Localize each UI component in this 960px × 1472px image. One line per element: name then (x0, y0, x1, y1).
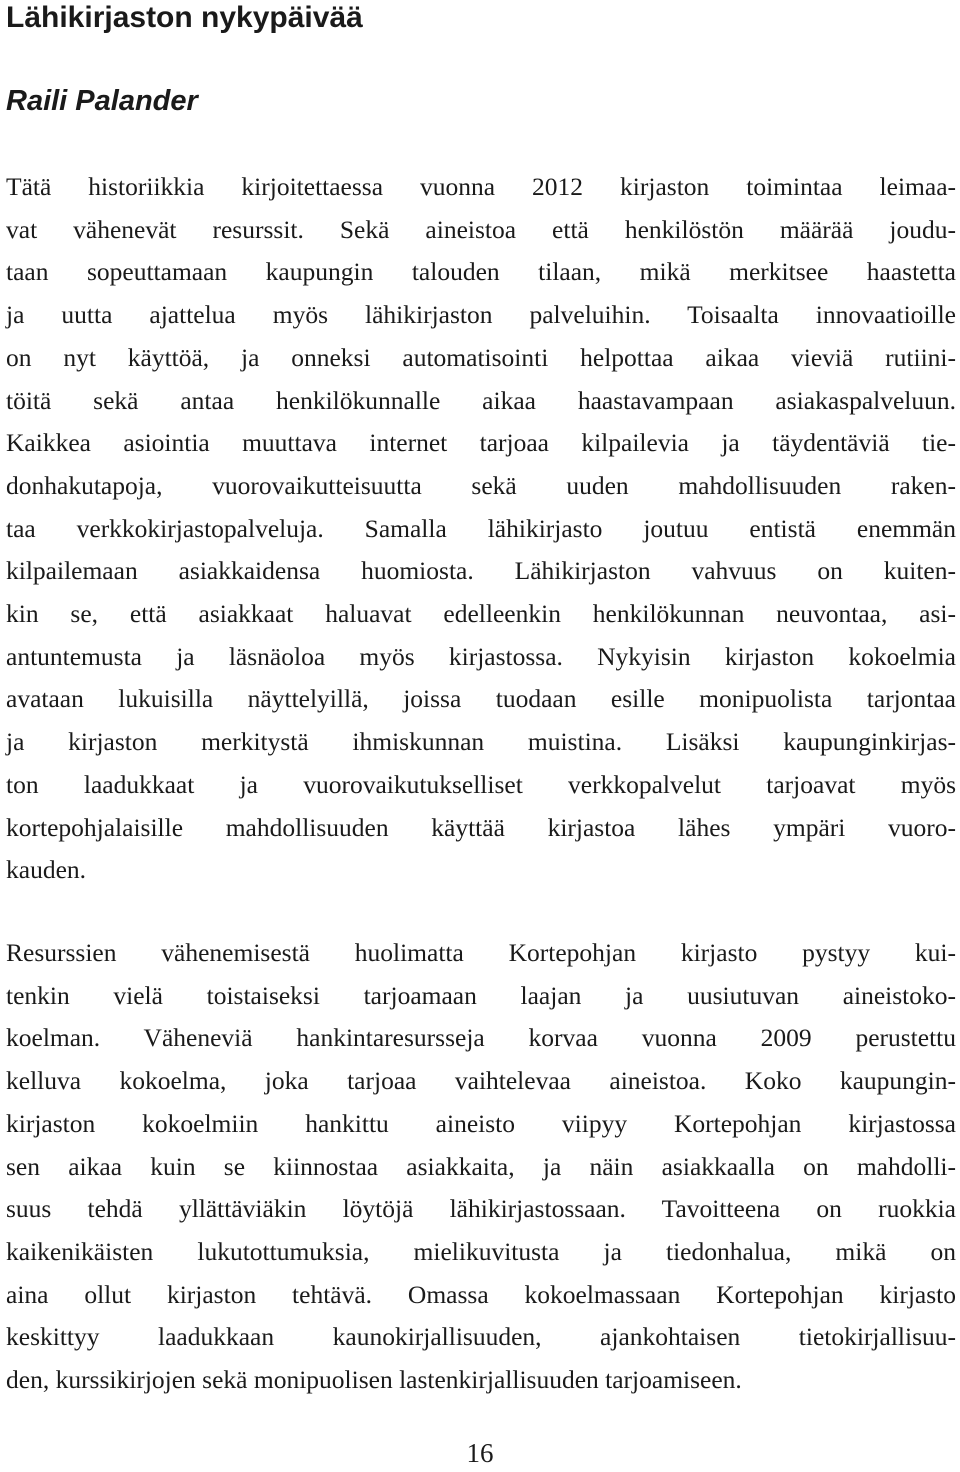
text-line: kelluva kokoelma, joka tarjoaa vaihtelevaa aineistoa. Koko kaupungin- (6, 1066, 956, 1096)
text-line: kauden. (6, 855, 87, 885)
text-line: tenkin vielä toistaiseksi tarjoamaan laajan ja uusiutuvan aineistoko- (6, 980, 956, 1010)
body-paragraph-2 (6, 932, 956, 1402)
body-paragraph-1 (6, 166, 956, 892)
text-line: ton laadukkaat ja vuorovaikutukselliset verkkopalvelut tarjoavat myös (6, 769, 956, 799)
author-name: Raili Palander (6, 85, 198, 117)
text-line: den, kurssikirjojen sekä monipuolisen lastenkirjallisuuden tarjoamiseen. (6, 1365, 742, 1395)
page-title: Lähikirjaston nykypäivää (6, 1, 363, 34)
text-line: vat vähenevät resurssit. Sekä aineistoa että henkilöstön määrää joudu- (6, 214, 956, 244)
text-line: aina ollut kirjaston tehtävä. Omassa kokoelmassaan Kortepohjan kirjasto (6, 1279, 956, 1309)
text-line: Kaikkea asiointia muuttava internet tarjoaa kilpailevia ja täydentäviä tie- (6, 428, 956, 458)
text-line: kirjaston kokoelmiin hankittu aineisto viipyy Kortepohjan kirjastossa (6, 1108, 956, 1138)
text-line: suus tehdä yllättäviäkin löytöjä lähikirjastossaan. Tavoitteena on ruokkia (6, 1194, 956, 1224)
text-line: ja kirjaston merkitystä ihmiskunnan muistina. Lisäksi kaupunginkirjas- (6, 727, 956, 757)
text-line: kortepohjalaisille mahdollisuuden käyttää kirjastoa lähes ympäri vuoro- (6, 812, 956, 842)
text-line: antuntemusta ja läsnäoloa myös kirjastossa. Nykyisin kirjaston kokoelmia (6, 641, 956, 671)
text-line: taa verkkokirjastopalveluja. Samalla lähikirjasto joutuu entistä enemmän (6, 513, 956, 543)
text-line: koelman. Väheneviä hankintaresursseja korvaa vuonna 2009 perustettu (6, 1023, 956, 1053)
text-line: töitä sekä antaa henkilökunnalle aikaa haastavampaan asiakaspalveluun. (6, 385, 956, 415)
text-line: ja uutta ajattelua myös lähikirjaston palveluihin. Toisaalta innovaatioille (6, 300, 956, 330)
text-line: kin se, että asiakkaat haluavat edelleenkin henkilökunnan neuvontaa, asi- (6, 599, 956, 629)
text-line: keskittyy laadukkaan kaunokirjallisuuden, ajankohtaisen tietokirjallisuu- (6, 1322, 956, 1352)
page-number: 16 (466, 1438, 494, 1468)
text-line: sen aikaa kuin se kiinnostaa asiakkaita, ja näin asiakkaalla on mahdolli- (6, 1151, 956, 1181)
text-line: on nyt käyttöä, ja onneksi automatisointi helpottaa aikaa vieviä rutiini- (6, 342, 956, 372)
text-line: taan sopeuttamaan kaupungin talouden tilaan, mikä merkitsee haastetta (6, 257, 956, 287)
text-line: Resurssien vähenemisestä huolimatta Kortepohjan kirjasto pystyy kui- (6, 938, 956, 967)
text-line: donhakutapoja, vuorovaikutteisuutta sekä uuden mahdollisuuden raken- (6, 470, 956, 500)
text-line: Tätä historiikkia kirjoitettaessa vuonna 2012 kirjaston toimintaa leimaa- (6, 172, 956, 201)
text-line: avataan lukuisilla näyttelyillä, joissa tuodaan esille monipuolista tarjontaa (6, 684, 956, 714)
text-line: kilpailemaan asiakkaidensa huomiosta. Lähikirjaston vahvuus on kuiten- (6, 556, 956, 586)
text-line: kaikenikäisten lukutottumuksia, mielikuvitusta ja tiedonhalua, mikä on (6, 1236, 956, 1266)
